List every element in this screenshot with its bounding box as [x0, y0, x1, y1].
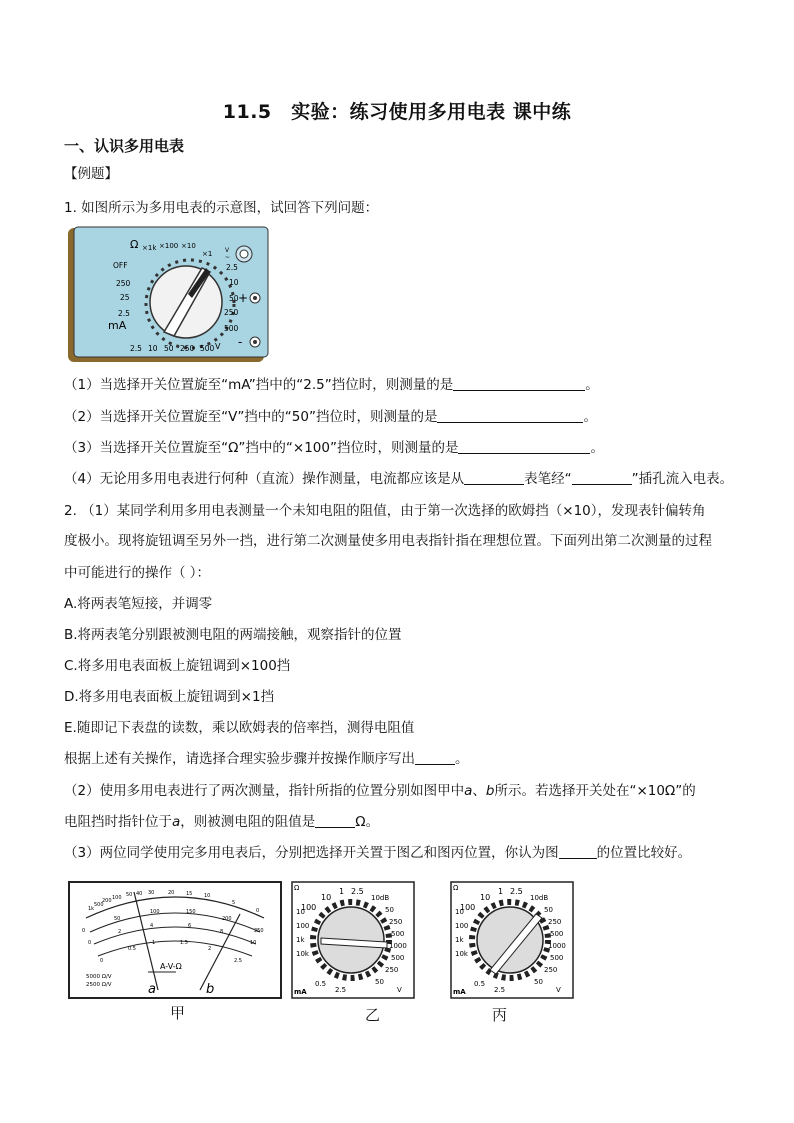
bing-left-10k: 10k	[455, 950, 468, 958]
yi-right-50b: 50	[375, 978, 384, 986]
ohm-100: 100	[112, 895, 122, 901]
yi-top-100: 100	[301, 903, 317, 912]
vr-50-label: 50	[229, 294, 239, 303]
yi-bottom-ma: mA	[294, 988, 307, 996]
caption-yi: 乙	[365, 1006, 381, 1024]
bing-omega: Ω	[453, 884, 459, 892]
bing-right-500b: 500	[550, 954, 564, 962]
v-500-label: 500	[200, 344, 215, 353]
dc-50: 50	[114, 916, 121, 922]
yi-bottom-2.5: 2.5	[335, 986, 347, 994]
vr-500-label: 500	[224, 324, 239, 333]
ohm-50: 50	[126, 892, 133, 898]
bing-left-100: 100	[455, 922, 469, 930]
yi-bottom-0.5: 0.5	[315, 980, 327, 988]
caption-jia: 甲	[170, 1004, 186, 1022]
yi-right-500a: 500	[391, 930, 405, 938]
dc-0: 0	[82, 928, 86, 934]
v-50-label: 50	[164, 344, 174, 353]
multimeter-figure	[66, 224, 270, 366]
dc-250: 250	[254, 928, 264, 934]
q2-line1: 2. （1）某同学利用多用电表测量一个未知电阻的阻值，由于第一次选择的欧姆挡（×10），发现表针偏转角	[64, 503, 706, 519]
bing-right-500a: 500	[550, 930, 564, 938]
omega-label: Ω	[130, 238, 139, 251]
q1-part1: （1）当选择开关位置旋至“mA”挡中的“2.5”挡位时，则测量的是 。	[64, 377, 599, 393]
low-1: 1	[152, 940, 156, 946]
bing-left-1k: 1k	[455, 936, 464, 944]
option-b: B.将两表笔分别跟被测电阻的两端接触，观察指针的位置	[64, 627, 402, 643]
plus-label: +	[238, 291, 249, 305]
ma-unit: mA	[108, 319, 127, 332]
ohm-1k: 1k	[88, 906, 95, 912]
bing-right-250a: 250	[548, 918, 562, 926]
low-2: 2	[208, 946, 212, 952]
bing-bottom-2.5: 2.5	[494, 986, 506, 994]
q2-line3: 中可能进行的操作（ ）：	[64, 565, 211, 581]
bing-left-10: 10	[455, 908, 464, 916]
minus-label: -	[238, 335, 243, 349]
ac-0: 0	[88, 940, 92, 946]
ac-8: 8	[220, 929, 224, 935]
ohm-0: 0	[256, 908, 260, 914]
q2-part2-line2: 电阻挡时指针位于a，则被测电阻的阻值是 Ω。	[64, 814, 380, 830]
low-1.5: 1.5	[180, 940, 188, 946]
ohm-5: 5	[232, 900, 236, 906]
q1-part4: （4）无论用多用电表进行何种（直流）操作测量，电流都应该是从 表笔经“ ”插孔流入电表。	[64, 471, 734, 487]
caption-bing: 丙	[492, 1006, 508, 1024]
low-0: 0	[100, 958, 104, 964]
yi-top-1: 1	[339, 887, 345, 896]
q2-part3-line: （3）两位同学使用完多用电表后，分别把选择开关置于图乙和图丙位置，你认为图 的位置比较好。	[64, 845, 692, 861]
yi-omega: Ω	[294, 884, 300, 892]
top-tilde-label: ~	[225, 254, 231, 261]
q2-part2-line1: （2）使用多用电表进行了两次测量，指针所指的位置分别如图甲中a、b所示。若选择开关处在“×10Ω”的	[64, 783, 696, 799]
bing-top-1: 1	[498, 887, 504, 896]
yi-left-100: 100	[296, 922, 310, 930]
ohm-15: 15	[186, 891, 193, 897]
dial-figure-jia	[68, 880, 282, 1000]
bing-top-2.5: 2.5	[510, 887, 523, 896]
ma-250-label: 250	[116, 279, 131, 288]
v-unit: V	[215, 342, 221, 351]
vr-250-label: 250	[224, 308, 239, 317]
dial-spec-1: 5000 Ω/V	[86, 974, 112, 980]
yi-right-500b: 500	[391, 954, 405, 962]
vr-10-label: 10	[229, 278, 239, 287]
option-d: D.将多用电表面板上旋钮调到×1挡	[64, 689, 275, 705]
yi-right-250b: 250	[385, 966, 399, 974]
q1-part2: （2）当选择开关位置旋至“V”挡中的“50”挡位时，则测量的是 。	[64, 409, 597, 425]
bing-right-250b: 250	[544, 966, 558, 974]
needle-a-label: a	[148, 982, 156, 997]
dial-center-label: A-V-Ω	[160, 962, 182, 971]
v-250-label: 250	[180, 344, 195, 353]
ohm-10: 10	[204, 893, 211, 899]
ohm-30: 30	[148, 890, 155, 896]
ma-25-label: 25	[120, 293, 130, 302]
ma-2.5-label: 2.5	[118, 309, 130, 318]
bing-right-50a: 50	[544, 906, 553, 914]
switch-figure-bing	[450, 880, 574, 1000]
v-2.5-label: 2.5	[130, 344, 142, 353]
ohm-20: 20	[168, 890, 175, 896]
bing-right-1000: 1000	[548, 942, 566, 950]
yi-right-50a: 50	[385, 906, 394, 914]
v-10-label: 10	[148, 344, 158, 353]
ac-6: 6	[188, 923, 192, 929]
dc-100: 100	[150, 909, 160, 915]
ohm-200: 200	[102, 898, 112, 904]
bing-bottom-v: V	[556, 986, 561, 994]
yi-bottom-v: V	[397, 986, 402, 994]
range-x1k: ×1k	[142, 244, 157, 252]
option-a: A.将两表笔短接，并调零	[64, 596, 213, 612]
section-heading: 一、认识多用电表	[64, 137, 185, 155]
ac-10: 10	[250, 940, 257, 946]
bing-bottom-0.5: 0.5	[474, 980, 486, 988]
ohm-500: 500	[94, 902, 104, 908]
example-label: 【例题】	[64, 166, 118, 182]
switch-figure-yi	[291, 880, 415, 1000]
dial-spec-2: 2500 Ω/V	[86, 982, 112, 988]
dc-200: 200	[222, 916, 232, 922]
range-x1: ×1	[202, 250, 213, 258]
dc-150: 150	[186, 909, 196, 915]
option-c: C.将多用电表面板上旋钮调到×100挡	[64, 658, 291, 674]
ohm-40: 40	[136, 891, 143, 897]
range-x100: ×100	[159, 242, 179, 250]
bing-bottom-ma: mA	[453, 988, 466, 996]
option-e: E.随即记下表盘的读数，乘以欧姆表的倍率挡，测得电阻值	[64, 720, 415, 736]
q1-part3: （3）当选择开关位置旋至“Ω”挡中的“×100”挡位时，则测量的是 。	[64, 440, 604, 456]
yi-right-1000: 1000	[389, 942, 407, 950]
bing-top-10: 10	[480, 893, 491, 902]
ac-4: 4	[150, 923, 154, 929]
bing-right-10db: 10dB	[530, 894, 549, 902]
range-x10: ×10	[181, 242, 196, 250]
yi-top-10: 10	[321, 893, 332, 902]
page-title: 11.5 实验：练习使用多用电表 课中练	[222, 101, 572, 123]
bing-right-50b: 50	[534, 978, 543, 986]
yi-top-2.5: 2.5	[351, 887, 364, 896]
yi-right-10db: 10dB	[371, 894, 390, 902]
needle-b-label: b	[206, 982, 215, 997]
ac-2: 2	[118, 929, 122, 935]
yi-left-10k: 10k	[296, 950, 309, 958]
vr-2.5-label: 2.5	[226, 263, 238, 272]
yi-right-250a: 250	[389, 918, 403, 926]
q2-order-line: 根据上述有关操作，请选择合理实验步骤并按操作顺序写出 。	[64, 751, 469, 767]
top-v-label: V	[225, 247, 230, 254]
q1-stem: 1. 如图所示为多用电表的示意图，试回答下列问题：	[64, 200, 379, 216]
low-0.5: 0.5	[128, 946, 136, 952]
off-label: OFF	[113, 261, 128, 270]
yi-left-10: 10	[296, 908, 305, 916]
q2-line2: 度极小。现将旋钮调至另外一挡，进行第二次测量使多用电表指针指在理想位置。下面列出第二次测量的过程	[64, 533, 712, 549]
bing-top-100: 100	[460, 903, 476, 912]
yi-left-1k: 1k	[296, 936, 305, 944]
low-2.5: 2.5	[234, 958, 242, 964]
